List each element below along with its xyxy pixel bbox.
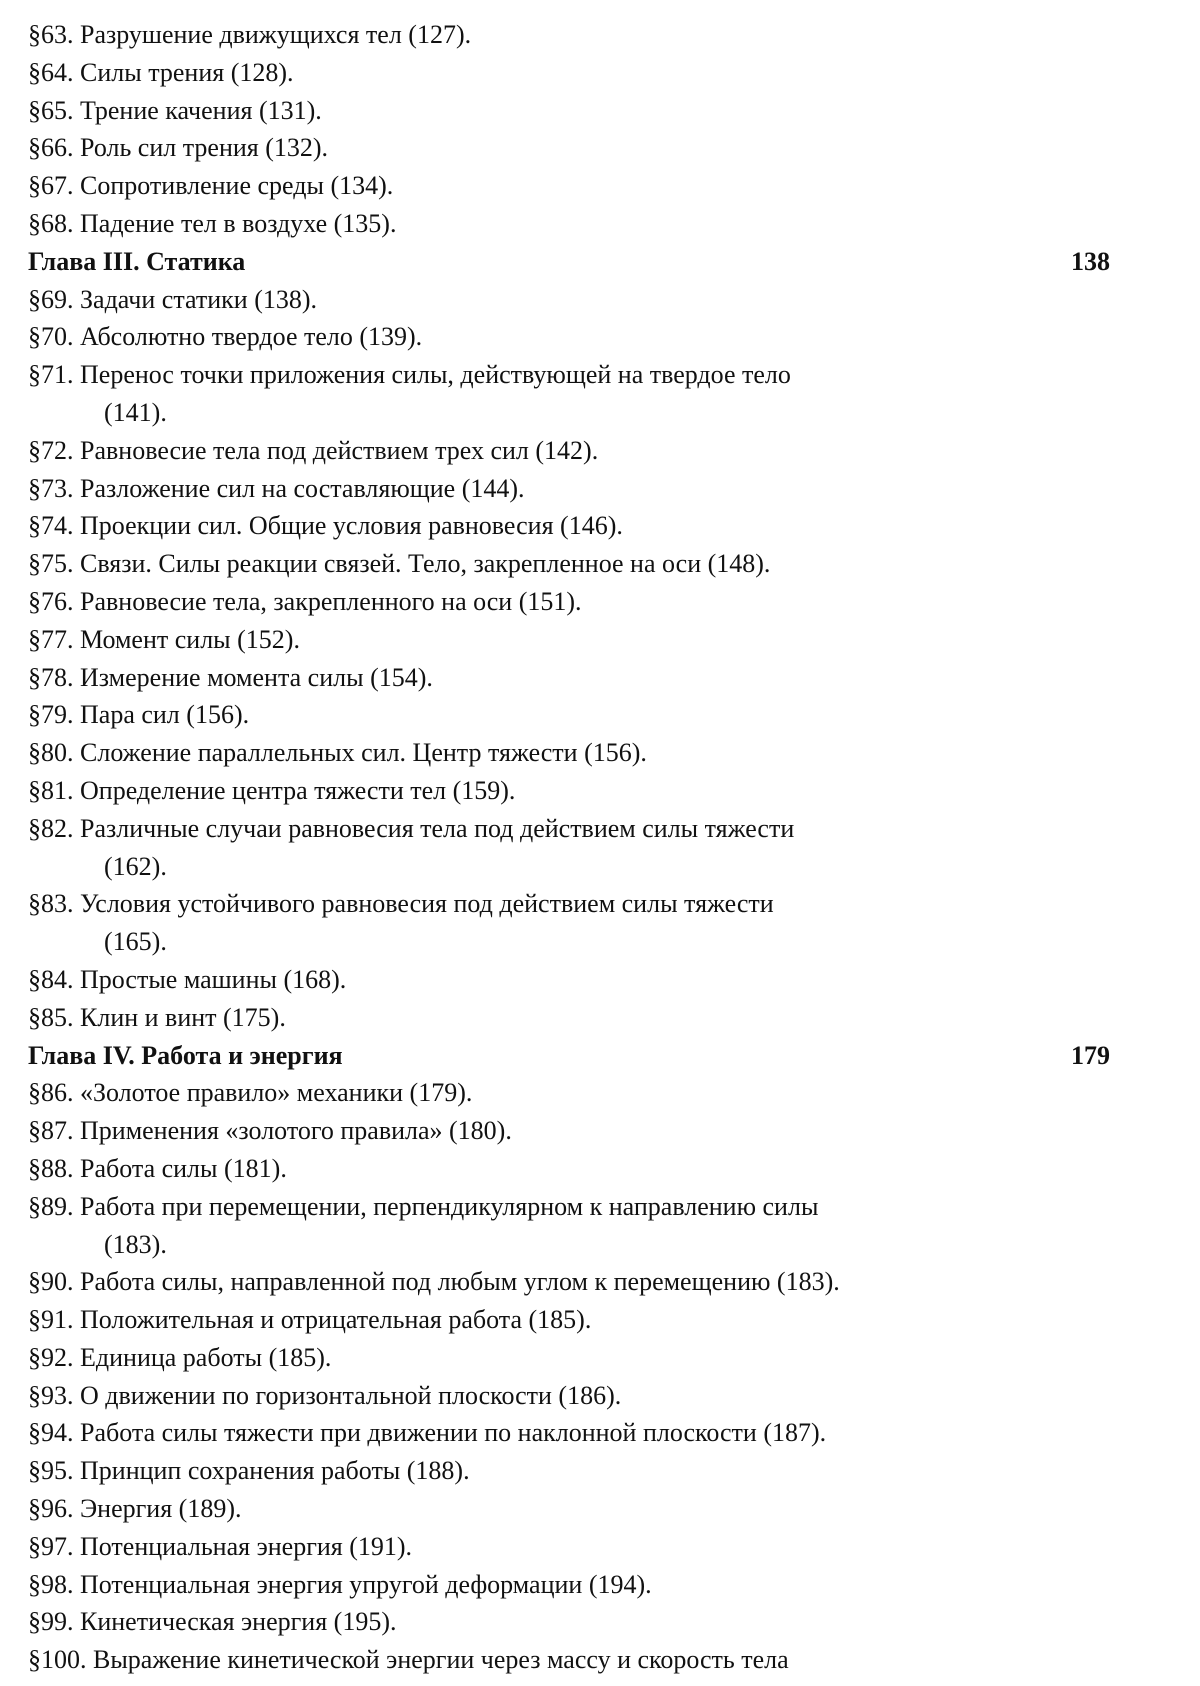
toc-entry-text: §99. Кинетическая энергия (195). xyxy=(28,1607,397,1637)
toc-entry xyxy=(28,281,1168,319)
toc-entry xyxy=(28,205,1168,243)
toc-entry-continuation xyxy=(28,848,1168,886)
toc-entry xyxy=(28,772,1168,810)
toc-entry-text: §91. Положительная и отрицательная работа (185). xyxy=(28,1305,592,1335)
toc-entry xyxy=(28,1490,1168,1528)
toc-entry-text: §79. Пара сил (156). xyxy=(28,700,250,730)
toc-entry xyxy=(28,54,1168,92)
toc-entry xyxy=(28,734,1168,772)
toc-entry-text: §71. Перенос точки приложения силы, действующей на твердое тело xyxy=(28,360,791,390)
toc-entry-text: §92. Единица работы (185). xyxy=(28,1342,332,1372)
toc-entry-text: §70. Абсолютно твердое тело (139). xyxy=(28,322,423,352)
toc-entry xyxy=(28,1641,1168,1679)
toc-entry-text: (141). xyxy=(104,397,167,427)
toc-entry-continuation xyxy=(28,1226,1168,1264)
toc-entry xyxy=(28,999,1168,1037)
toc-entry-text: §76. Равновесие тела, закрепленного на оси (151). xyxy=(28,586,582,616)
toc-entry xyxy=(28,1339,1168,1377)
toc-entry-text: §78. Измерение момента силы (154). xyxy=(28,662,433,692)
toc-entry-text: §90. Работа силы, направленной под любым углом к перемещению (183). xyxy=(28,1267,840,1297)
toc-entry xyxy=(28,16,1168,54)
toc-entry-text: §75. Связи. Силы реакции связей. Тело, закрепленное на оси (148). xyxy=(28,549,771,579)
toc-entry-text: §67. Сопротивление среды (134). xyxy=(28,171,394,201)
chapter-heading xyxy=(28,243,1168,281)
toc-entry-text: §73. Разложение сил на составляющие (144). xyxy=(28,473,525,503)
toc-entry-text: §89. Работа при перемещении, перпендикулярном к направлению силы xyxy=(28,1191,819,1221)
toc-entry-text: §74. Проекции сил. Общие условия равновесия (146). xyxy=(28,511,623,541)
toc-entry-text: §77. Момент силы (152). xyxy=(28,624,300,654)
toc-entry-text: §72. Равновесие тела под действием трех сил (142). xyxy=(28,435,599,465)
toc-entry xyxy=(28,318,1168,356)
toc-entry-text: §65. Трение качения (131). xyxy=(28,95,322,125)
toc-entry-text: §66. Роль сил трения (132). xyxy=(28,133,329,163)
toc-entry xyxy=(28,1452,1168,1490)
toc-entry xyxy=(28,92,1168,130)
toc-entry xyxy=(28,507,1168,545)
toc-entry-text: §69. Задачи статики (138). xyxy=(28,284,318,314)
toc-entry-text: §68. Падение тел в воздухе (135). xyxy=(28,208,397,238)
toc-entry xyxy=(28,696,1168,734)
toc-entry xyxy=(28,583,1168,621)
toc-entry xyxy=(28,621,1168,659)
toc-entry xyxy=(28,659,1168,697)
chapter-page-number: 179 xyxy=(1071,1040,1110,1070)
chapter-heading xyxy=(28,1037,1168,1075)
toc-entry xyxy=(28,1377,1168,1415)
toc-entry-text: §81. Определение центра тяжести тел (159). xyxy=(28,775,516,805)
toc-entry-text: §87. Применения «золотого правила» (180). xyxy=(28,1116,512,1146)
toc-entry-text: §80. Сложение параллельных сил. Центр тяжести (156). xyxy=(28,738,647,768)
toc-entry xyxy=(28,129,1168,167)
toc-entry xyxy=(28,356,1168,394)
toc-entry-text: §93. О движении по горизонтальной плоскости (186). xyxy=(28,1380,622,1410)
toc-entry xyxy=(28,432,1168,470)
table-of-contents xyxy=(28,16,1168,1679)
toc-entry xyxy=(28,1566,1168,1604)
toc-entry-text: §84. Простые машины (168). xyxy=(28,964,347,994)
toc-entry-text: §86. «Золотое правило» механики (179). xyxy=(28,1078,473,1108)
toc-entry-text: §95. Принцип сохранения работы (188). xyxy=(28,1456,470,1486)
toc-entry-text: §64. Силы трения (128). xyxy=(28,57,294,87)
toc-entry-text: §98. Потенциальная энергия упругой деформации (194). xyxy=(28,1569,652,1599)
toc-entry-text: (162). xyxy=(104,851,167,881)
toc-entry xyxy=(28,1150,1168,1188)
toc-entry-text: §83. Условия устойчивого равновесия под действием силы тяжести xyxy=(28,889,774,919)
toc-entry-text: §97. Потенциальная энергия (191). xyxy=(28,1531,413,1561)
toc-entry-text: §82. Различные случаи равновесия тела под действием силы тяжести xyxy=(28,813,795,843)
toc-entry xyxy=(28,470,1168,508)
toc-entry xyxy=(28,1263,1168,1301)
toc-entry xyxy=(28,545,1168,583)
toc-entry xyxy=(28,1188,1168,1226)
toc-entry xyxy=(28,1528,1168,1566)
toc-entry-text: (183). xyxy=(104,1229,167,1259)
toc-entry-text: §94. Работа силы тяжести при движении по наклонной плоскости (187). xyxy=(28,1418,827,1448)
chapter-title: Глава IV. Работа и энергия xyxy=(28,1040,343,1070)
toc-entry-text: §88. Работа силы (181). xyxy=(28,1153,287,1183)
toc-entry xyxy=(28,885,1168,923)
toc-entry xyxy=(28,1112,1168,1150)
chapter-title: Глава III. Статика xyxy=(28,246,246,276)
toc-entry xyxy=(28,1414,1168,1452)
toc-entry-text: (165). xyxy=(104,927,167,957)
toc-entry-text: §100. Выражение кинетической энергии через массу и скорость тела xyxy=(28,1645,789,1675)
toc-entry-continuation xyxy=(28,923,1168,961)
toc-entry xyxy=(28,961,1168,999)
toc-entry-text: §63. Разрушение движущихся тел (127). xyxy=(28,20,472,49)
toc-entry xyxy=(28,167,1168,205)
toc-entry-text: §85. Клин и винт (175). xyxy=(28,1002,286,1032)
toc-entry-continuation xyxy=(28,394,1168,432)
toc-entry xyxy=(28,1603,1168,1641)
toc-entry xyxy=(28,1074,1168,1112)
toc-entry-text: §96. Энергия (189). xyxy=(28,1494,242,1524)
toc-entry xyxy=(28,1301,1168,1339)
toc-entry xyxy=(28,810,1168,848)
chapter-page-number: 138 xyxy=(1071,246,1110,276)
